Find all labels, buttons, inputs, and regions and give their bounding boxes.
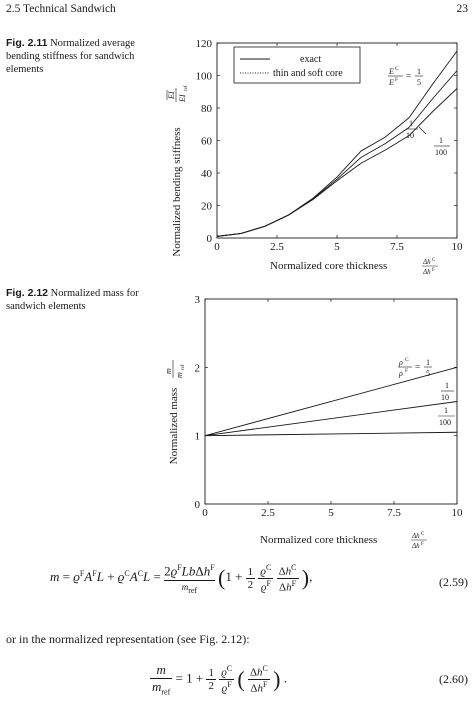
figure-2-12-caption-text: Normalized mass for sandwich elements [6, 288, 139, 312]
svg-text:EI: EI [167, 91, 176, 99]
mass-series-line-1 [205, 367, 457, 435]
figure-2-11-caption [6, 37, 156, 76]
svg-text:C: C [395, 66, 399, 72]
svg-text:100: 100 [435, 148, 447, 157]
x-axis-label-mass [260, 532, 427, 550]
mass-x-tick-label: 5 [328, 507, 334, 519]
stiffness-x-tick-label: 7.5 [390, 241, 404, 253]
mass-x-tick-label: 0 [202, 507, 208, 519]
curve-label-1-10 [406, 119, 426, 140]
svg-text:1: 1 [439, 136, 443, 145]
curve-label-rho-1-5 [398, 357, 432, 378]
connector-text: or in the normalized representation (see Fig. 2.12): [6, 632, 250, 646]
curve-label-rho-1-100 [438, 406, 455, 427]
stiffness-y-tick-label: 0 [206, 233, 212, 245]
mass-y-tick-label: 2 [194, 362, 200, 375]
legend [234, 47, 360, 83]
stiffness-x-tick-label: 5 [334, 241, 340, 253]
figure-2-11-chart [160, 30, 470, 280]
stiffness-y-tick-label: 60 [201, 135, 212, 148]
svg-text:Δh: Δh [423, 258, 431, 266]
svg-text:ref: ref [184, 85, 189, 91]
stiffness-y-tick-label: 20 [201, 200, 212, 213]
svg-text:100: 100 [439, 418, 451, 427]
svg-text:=: = [406, 71, 412, 81]
mass-series-line-2 [205, 402, 457, 436]
svg-text:ρ: ρ [399, 358, 403, 367]
legend-item-thin-soft-core: thin and soft core [273, 68, 343, 79]
svg-text:=: = [415, 362, 421, 372]
svg-text:m: m [164, 368, 173, 374]
equation-2-59: $m = ϱ^FA^FL + ϱ^CA^CL$ = $2ϱ^FLb\Delta h^F$ $m_{ref}$ (1 + $\frac{1}{2}$ $\frac{ϱ^C}{ϱ^F}$ $\frac{\Delta h^C}{\Delta h^F}$ ), [50, 563, 313, 596]
stiffness-x-tick-label: 0 [214, 241, 220, 253]
svg-text:1: 1 [409, 119, 413, 128]
svg-text:1: 1 [445, 381, 449, 390]
mass-x-tick-label: 10 [451, 507, 463, 519]
svg-text:5: 5 [426, 369, 430, 378]
stiffness-y-tick-label: 120 [195, 38, 212, 50]
svg-text:F: F [432, 268, 435, 273]
mass-series-line-3 [205, 432, 457, 435]
equation-2-60: $\frac{m}{m_{ref}}$ = 1 + $\frac{1}{2}$ $\frac{ϱ^C}{ϱ^F}$ ( $\frac{\Delta h^C}{\Delta h^F}$ ) . [152, 662, 287, 697]
svg-text:10: 10 [441, 393, 449, 402]
svg-text:Δh: Δh [412, 542, 420, 550]
svg-text:1: 1 [426, 358, 430, 367]
curve-label-1-5 [388, 66, 423, 87]
figure-2-11-caption-text: Normalized average bending stiffness for sandwich elements [6, 38, 135, 75]
mass-y-tick-label: 3 [194, 294, 200, 306]
mass-x-tick-label: 2.5 [261, 507, 275, 519]
svg-text:E: E [389, 78, 394, 87]
legend-item-exact: exact [300, 54, 322, 65]
svg-text:ref: ref [181, 364, 186, 370]
svg-text:1: 1 [444, 406, 448, 415]
svg-text:Δh: Δh [423, 268, 431, 276]
svg-text:10: 10 [406, 131, 414, 140]
mass-y-tick-label: 0 [194, 499, 200, 511]
svg-text:C: C [421, 532, 425, 537]
svg-text:1: 1 [417, 67, 421, 76]
stiffness-y-tick-label: 100 [195, 70, 212, 83]
page-number: 23 [456, 3, 468, 15]
y-axis-label-mass [164, 360, 186, 464]
stiffness-x-tick-label: 2.5 [270, 241, 284, 253]
y-axis-label [167, 85, 189, 257]
equation-2-59-number: (2.59) [439, 575, 468, 589]
mass-x-tick-label: 7.5 [387, 507, 401, 519]
svg-text:F: F [421, 542, 424, 547]
svg-text:Normalized bending stiffness: Normalized bending stiffness [171, 127, 183, 257]
figure-2-11-label: Fig. 2.11 [6, 37, 48, 49]
mass-y-tick-label: 1 [194, 430, 200, 443]
stiffness-y-tick-label: 80 [201, 103, 212, 115]
svg-text:E: E [389, 67, 394, 76]
stiffness-series-line-2 [217, 71, 457, 237]
svg-text:5: 5 [417, 78, 421, 87]
curve-label-rho-1-10 [441, 381, 454, 402]
running-header: 2.5 Technical Sandwich [6, 3, 116, 15]
svg-text:F: F [395, 77, 399, 83]
svg-text:EI: EI [178, 94, 187, 102]
svg-text:F: F [405, 368, 409, 374]
svg-text:m: m [175, 372, 184, 378]
stiffness-x-tick-label: 10 [451, 241, 463, 253]
figure-2-12-label: Fig. 2.12 [6, 287, 49, 299]
figure-2-12-chart [160, 284, 470, 552]
svg-text:Normalized core thickness: Normalized core thickness [270, 260, 388, 272]
x-axis-label [270, 258, 438, 276]
equation-2-60-number: (2.60) [439, 672, 468, 686]
svg-text:Δh: Δh [412, 532, 420, 540]
svg-text:Normalized core thickness: Normalized core thickness [260, 534, 378, 546]
stiffness-y-tick-label: 40 [201, 168, 212, 180]
svg-text:C: C [432, 258, 436, 263]
svg-text:C: C [405, 357, 409, 363]
svg-text:Normalized mass: Normalized mass [168, 387, 180, 465]
svg-text:ρ: ρ [399, 369, 403, 378]
stiffness-series-line-3 [217, 89, 457, 237]
curve-label-1-100 [434, 136, 450, 157]
figure-2-12-caption [6, 287, 156, 313]
